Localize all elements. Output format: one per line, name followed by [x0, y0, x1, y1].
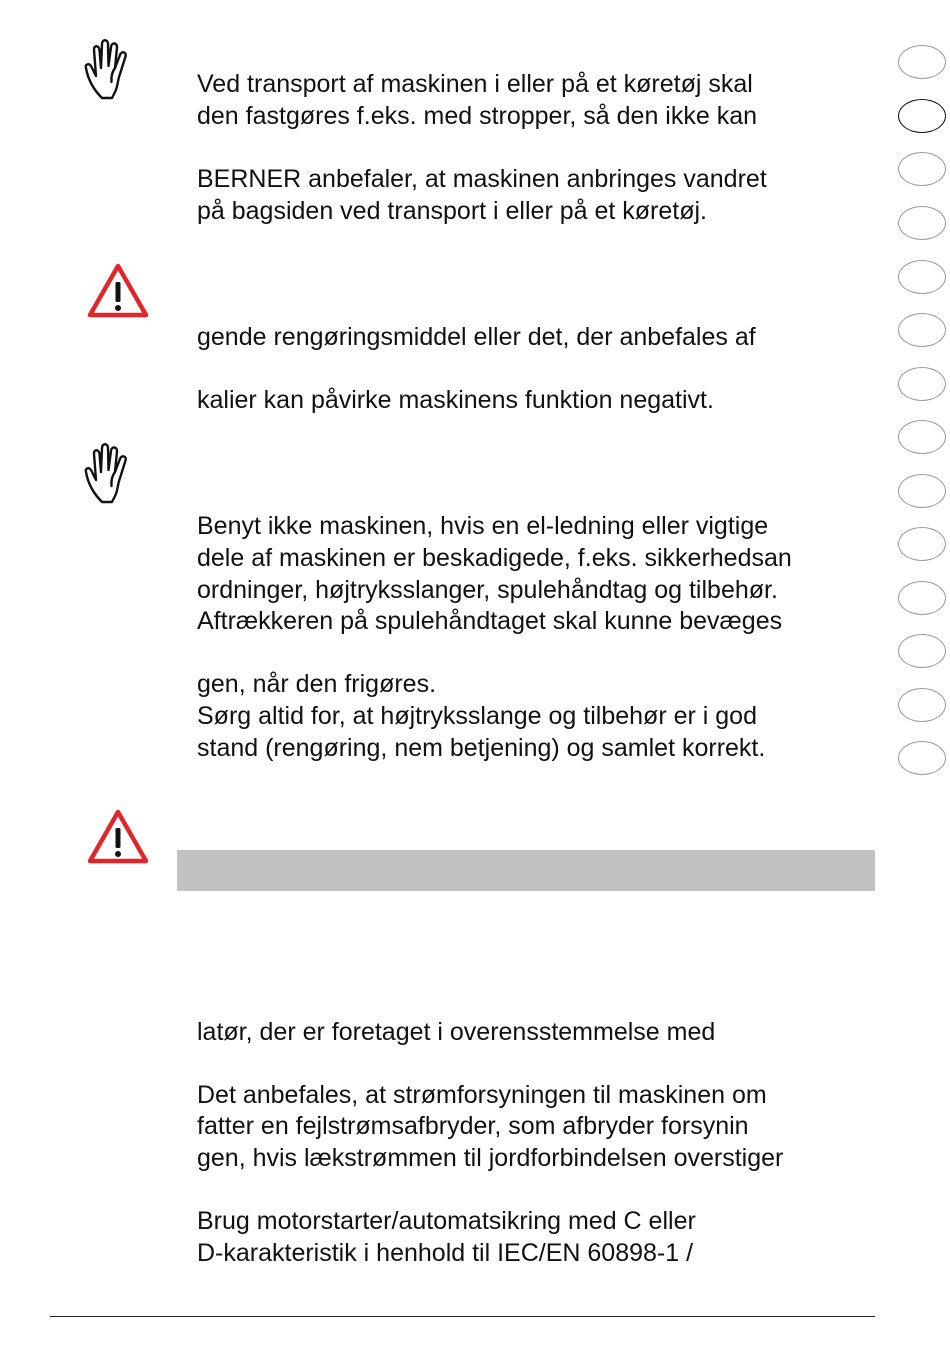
body-text-line: Benyt ikke maskinen, hvis en el-ledning eller vigtige	[197, 512, 769, 540]
body-text-line: latør, der er foretaget i overensstemmelse med	[197, 1018, 716, 1046]
side-tab[interactable]	[898, 367, 946, 401]
body-text-line: Sørg altid for, at højtryksslange og tilbehør er i god	[197, 702, 757, 730]
side-tab[interactable]	[898, 45, 946, 79]
side-tab[interactable]	[898, 741, 946, 775]
body-text-line: Aftrækkeren på spulehåndtaget skal kunne bevæges	[197, 607, 783, 635]
body-text-line: gende rengøringsmiddel eller det, der anbefales af	[197, 323, 756, 351]
warning-triangle-icon	[86, 262, 150, 320]
side-tab[interactable]	[898, 474, 946, 508]
side-tab[interactable]	[898, 206, 946, 240]
side-tab[interactable]	[898, 581, 946, 615]
side-tab-active[interactable]	[898, 99, 946, 133]
side-tab[interactable]	[898, 313, 946, 347]
body-text-line: kalier kan påvirke maskinens funktion negativt.	[197, 386, 714, 414]
body-text-line: fatter en fejlstrømsafbryder, som afbryder forsynin	[197, 1112, 749, 1140]
body-text-line: D-karakteristik i henhold til IEC/EN 60898-1 /	[197, 1239, 694, 1267]
hand-stop-icon	[80, 38, 144, 102]
footer-divider	[50, 1316, 875, 1317]
body-text-line: Brug motorstarter/automatsikring med C eller	[197, 1207, 696, 1235]
side-tab[interactable]	[898, 420, 946, 454]
body-text-line: på bagsiden ved transport i eller på et køretøj.	[197, 197, 707, 225]
section-header-bar	[177, 850, 875, 891]
body-text-line: BERNER anbefaler, at maskinen anbringes vandret	[197, 165, 767, 193]
hand-stop-icon	[80, 442, 144, 506]
warning-triangle-icon	[86, 808, 150, 866]
body-text-line: Ved transport af maskinen i eller på et køretøj skal	[197, 70, 753, 98]
side-tab[interactable]	[898, 152, 946, 186]
body-text-line: gen, hvis lækstrømmen til jordforbindelsen overstiger	[197, 1144, 784, 1172]
body-text-line: ordninger, højtryksslanger, spulehåndtag og tilbehør.	[197, 576, 778, 604]
side-tab[interactable]	[898, 527, 946, 561]
side-tab[interactable]	[898, 260, 946, 294]
body-text-line: stand (rengøring, nem betjening) og samlet korrekt.	[197, 734, 766, 762]
side-tab[interactable]	[898, 688, 946, 722]
body-text-line: den fastgøres f.eks. med stropper, så den ikke kan	[197, 102, 758, 130]
side-tab[interactable]	[898, 634, 946, 668]
body-text-line: gen, når den frigøres.	[197, 670, 437, 698]
body-text-line: Det anbefales, at strømforsyningen til maskinen om	[197, 1081, 767, 1109]
body-text-line: dele af maskinen er beskadigede, f.eks. sikkerhedsan	[197, 544, 792, 572]
